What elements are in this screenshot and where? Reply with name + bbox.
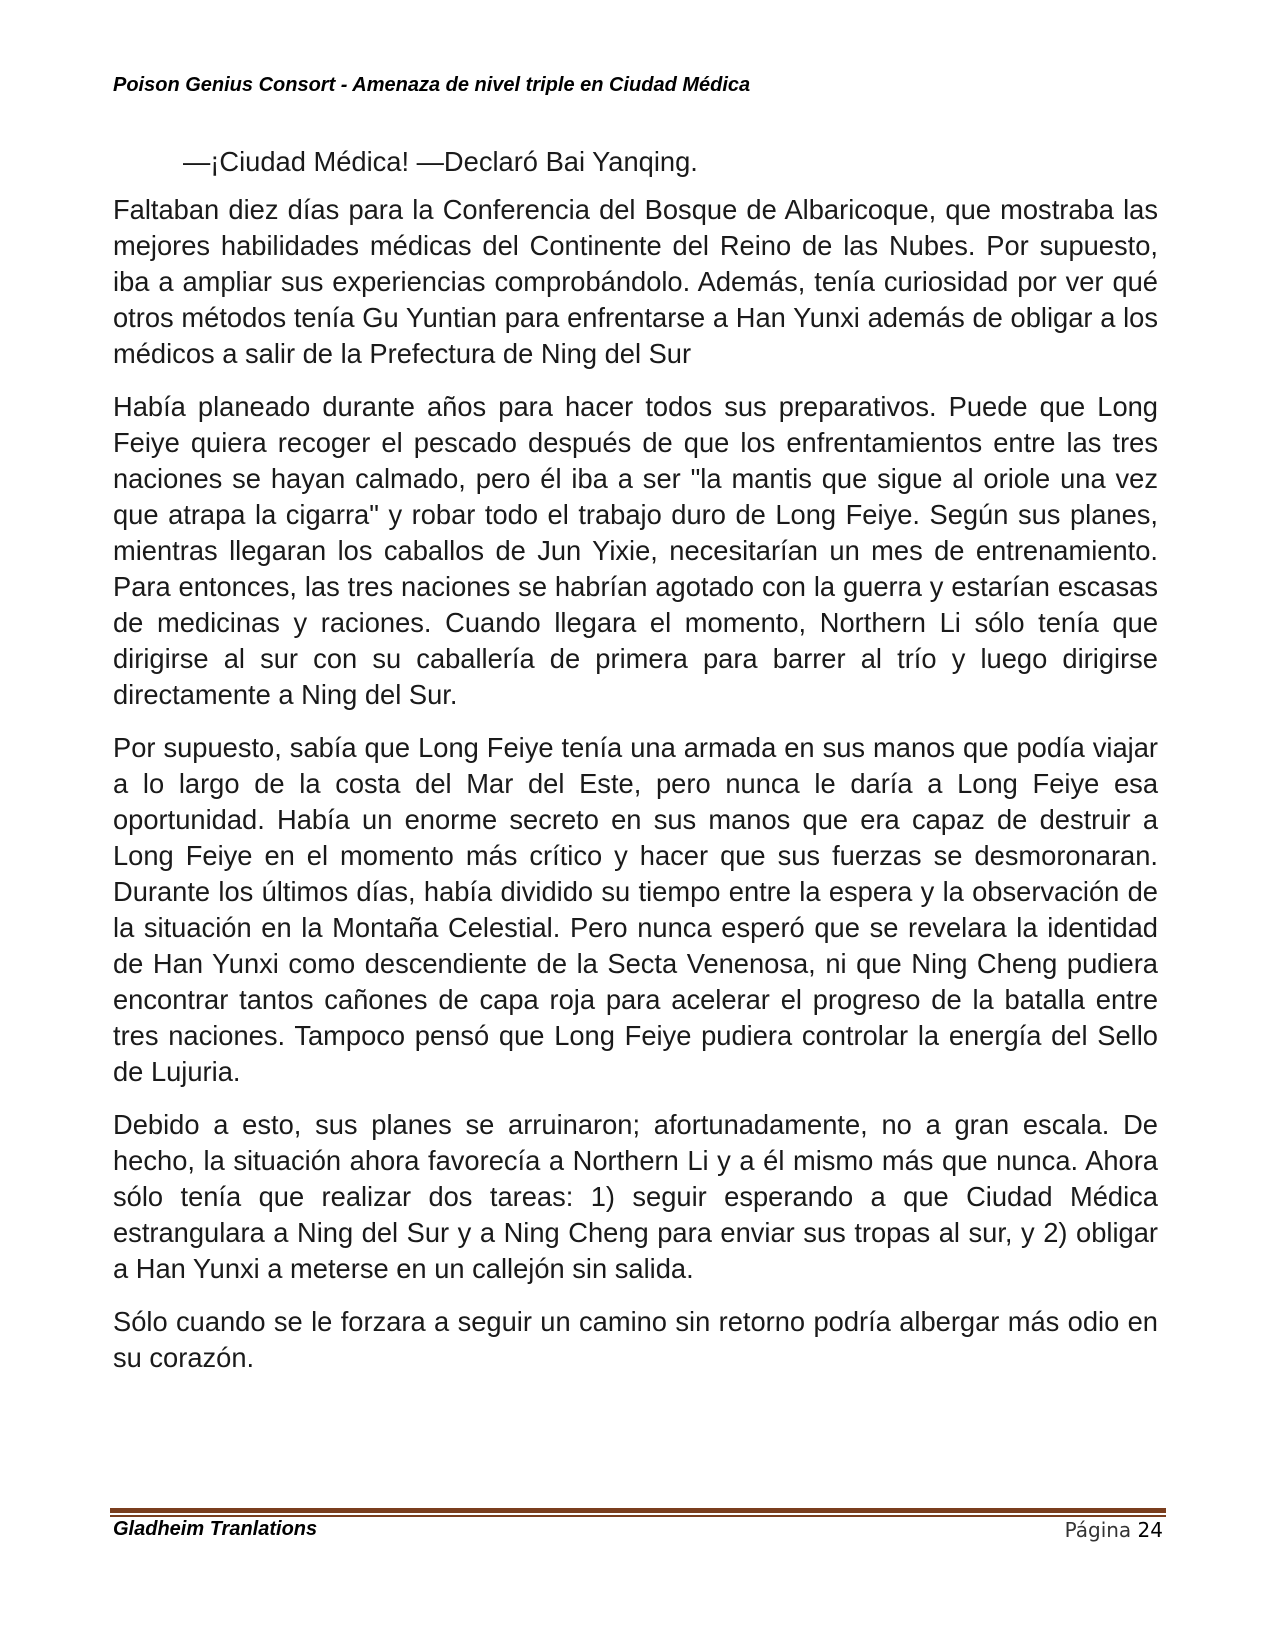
footer-divider-thick [110,1508,1166,1513]
paragraph: Debido a esto, sus planes se arruinaron; afortunadamente, no a gran escala. De hecho, la situación ahora favorecía a Northern Li y a él mismo más que nunca. Ahora sólo tenía que realizar dos tareas: 1) seguir esperando a que Ciudad Médica estrangulara a Ning del Sur y a Ning Cheng para enviar sus tropas al sur, y 2) obligar a Han Yunxi a meterse en un callejón sin salida. [113,1109,1158,1284]
footer-page-number [1065,1518,1163,1542]
paragraph-dialogue: —¡Ciudad Médica! —Declaró Bai Yanqing. [183,146,698,177]
paragraph: Sólo cuando se le forzara a seguir un camino sin retorno podría albergar más odio en su corazón. [113,1306,1158,1373]
paragraph: Faltaban diez días para la Conferencia del Bosque de Albaricoque, que mostraba las mejores habilidades médicas del Continente del Reino de las Nubes. Por supuesto, iba a ampliar sus experiencias comprobándolo. Además, tenía curiosidad por ver qué otros métodos tenía Gu Yuntian para enfrentarse a Han Yunxi además de obligar a los médicos a salir de la Prefectura de Ning del Sur [113,194,1158,369]
paragraph: Había planeado durante años para hacer todos sus preparativos. Puede que Long Feiye quiera recoger el pescado después de que los enfrentamientos entre las tres naciones se hayan calmado, pero él iba a ser "la mantis que sigue al oriole una vez que atrapa la cigarra" y robar todo el trabajo duro de Long Feiye. Según sus planes, mientras llegaran los caballos de Jun Yixie, necesitarían un mes de entrenamiento. Para entonces, las tres naciones se habrían agotado con la guerra y estarían escasas de medicinas y raciones. Cuando llegara el momento, Northern Li sólo tenía que dirigirse al sur con su caballería de primera para barrer al trío y luego dirigirse directamente a Ning del Sur. [113,391,1158,710]
paragraph: Por supuesto, sabía que Long Feiye tenía una armada en sus manos que podía viajar a lo largo de la costa del Mar del Este, pero nunca le daría a Long Feiye esa oportunidad. Había un enorme secreto en sus manos que era capaz de destruir a Long Feiye en el momento más crítico y hacer que sus fuerzas se desmoronaran. Durante los últimos días, había dividido su tiempo entre la espera y la observación de la situación en la Montaña Celestial. Pero nunca esperó que se revelara la identidad de Han Yunxi como descendiente de la Secta Venenosa, ni que Ning Cheng pudiera encontrar tantos cañones de capa roja para acelerar el progreso de la batalla entre tres naciones. Tampoco pensó que Long Feiye pudiera controlar la energía del Sello de Lujuria. [113,732,1158,1087]
footer-divider-thin [110,1515,1166,1517]
footer-publisher: Gladheim Tranlations [113,1518,318,1540]
page-label: Página [1064,1518,1132,1542]
running-header: Poison Genius Consort - Amenaza de nivel triple en Ciudad Médica [113,74,751,96]
page-number: 24 [1137,1518,1163,1542]
body-text [113,144,1158,1393]
